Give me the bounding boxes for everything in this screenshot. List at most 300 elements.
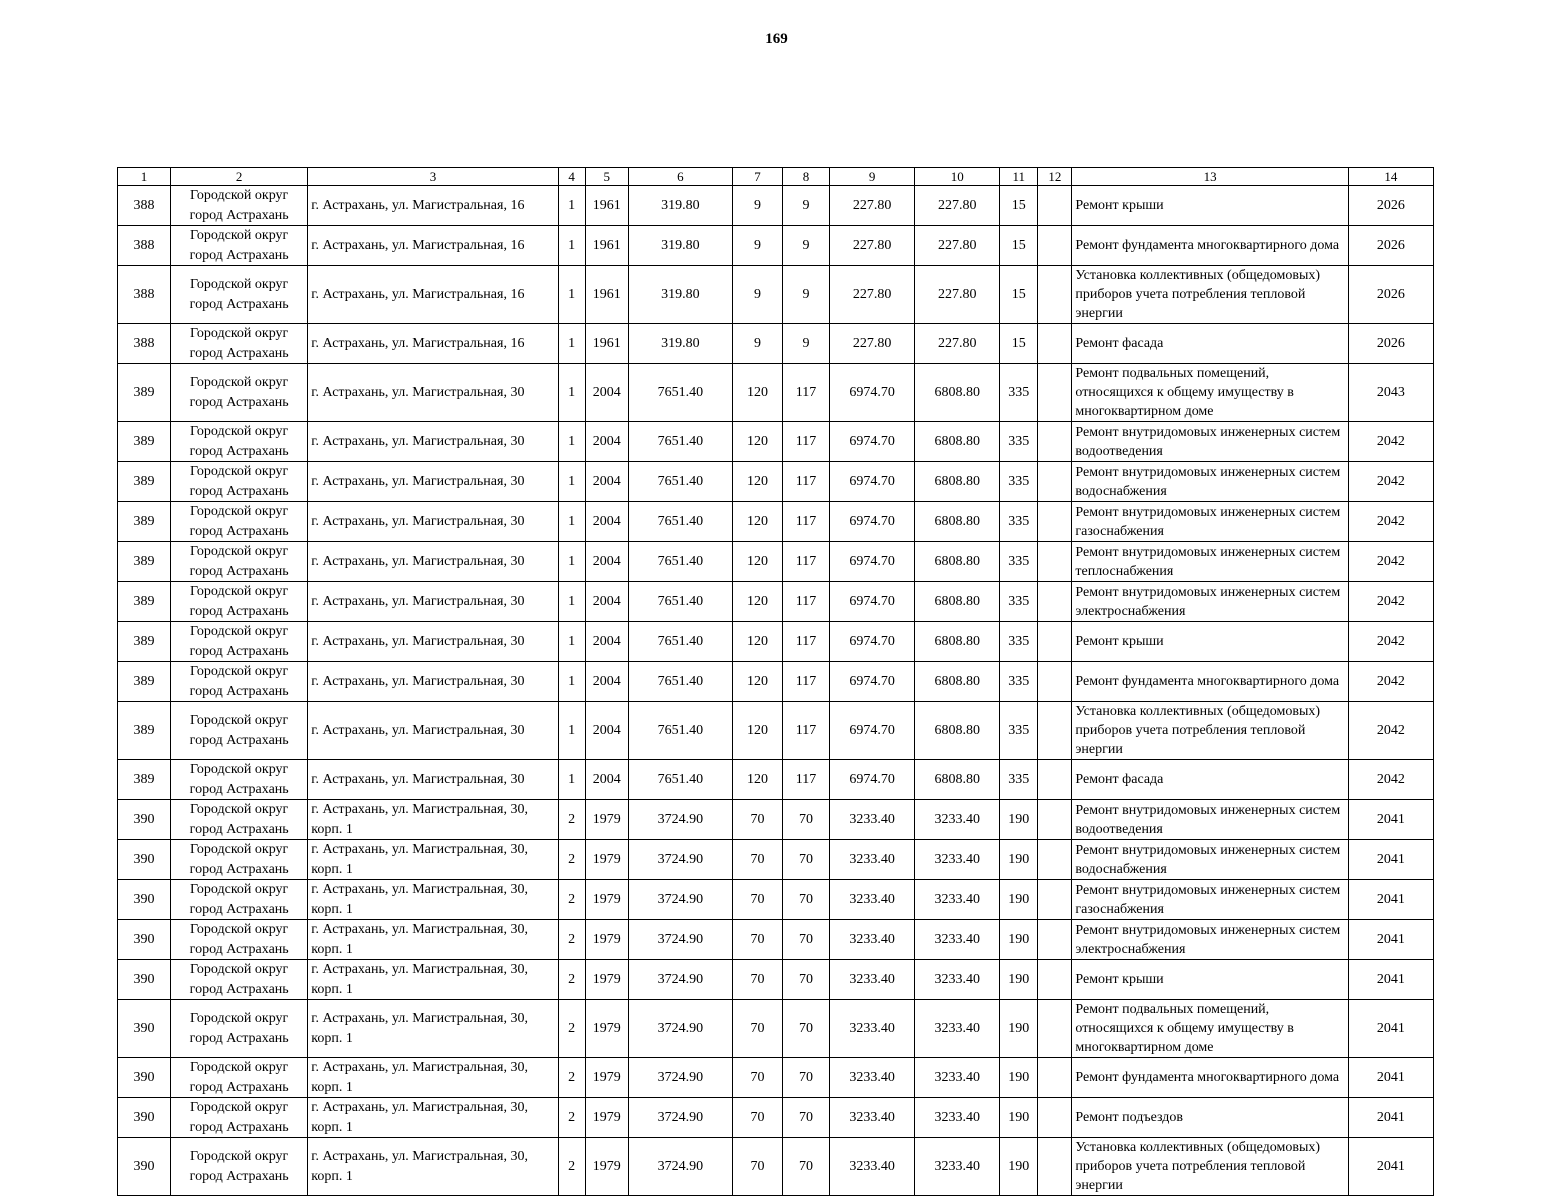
col8-cell: 70 (782, 920, 829, 960)
col4-cell: 1 (558, 226, 585, 266)
col10-cell: 3233.40 (915, 880, 1000, 920)
work-type-cell: Ремонт крыши (1072, 622, 1348, 662)
row-number-cell: 390 (118, 920, 171, 960)
col10-cell: 227.80 (915, 266, 1000, 324)
col12-cell (1038, 800, 1072, 840)
total-area-cell: 7651.40 (628, 502, 732, 542)
col4-cell: 1 (558, 502, 585, 542)
col8-cell: 9 (782, 266, 829, 324)
address-cell: г. Астрахань, ул. Магистральная, 30 (308, 662, 558, 702)
col8-cell: 117 (782, 542, 829, 582)
year-planned-cell: 2042 (1348, 582, 1433, 622)
column-header: 10 (915, 168, 1000, 186)
col11-cell: 335 (1000, 582, 1038, 622)
year-planned-cell: 2042 (1348, 422, 1433, 462)
col7-cell: 120 (732, 364, 782, 422)
year-planned-cell: 2041 (1348, 800, 1433, 840)
col7-cell: 120 (732, 582, 782, 622)
total-area-cell: 3724.90 (628, 880, 732, 920)
total-area-cell: 7651.40 (628, 542, 732, 582)
col11-cell: 335 (1000, 622, 1038, 662)
total-area-cell: 319.80 (628, 186, 732, 226)
address-cell: г. Астрахань, ул. Магистральная, 30 (308, 760, 558, 800)
col12-cell (1038, 840, 1072, 880)
col8-cell: 9 (782, 324, 829, 364)
year-planned-cell: 2042 (1348, 760, 1433, 800)
table-row (118, 800, 1434, 840)
address-cell: г. Астрахань, ул. Магистральная, 30, корп. 1 (308, 1098, 558, 1138)
col4-cell: 2 (558, 1000, 585, 1058)
col11-cell: 335 (1000, 502, 1038, 542)
work-type-cell: Ремонт внутридомовых инженерных систем водоотведения (1072, 800, 1348, 840)
col9-cell: 3233.40 (830, 880, 915, 920)
col11-cell: 190 (1000, 880, 1038, 920)
col11-cell: 335 (1000, 364, 1038, 422)
work-type-cell: Ремонт подъездов (1072, 1098, 1348, 1138)
column-header: 3 (308, 168, 558, 186)
col12-cell (1038, 702, 1072, 760)
col10-cell: 6808.80 (915, 582, 1000, 622)
col7-cell: 9 (732, 324, 782, 364)
work-type-cell: Ремонт внутридомовых инженерных систем газоснабжения (1072, 502, 1348, 542)
col10-cell: 3233.40 (915, 1098, 1000, 1138)
col7-cell: 120 (732, 760, 782, 800)
year-cell: 1961 (585, 186, 628, 226)
total-area-cell: 3724.90 (628, 1000, 732, 1058)
col7-cell: 120 (732, 462, 782, 502)
column-header: 4 (558, 168, 585, 186)
table-row (118, 1138, 1434, 1196)
table-row (118, 324, 1434, 364)
table-row (118, 226, 1434, 266)
col12-cell (1038, 226, 1072, 266)
col4-cell: 1 (558, 760, 585, 800)
col8-cell: 117 (782, 462, 829, 502)
address-cell: г. Астрахань, ул. Магистральная, 30 (308, 502, 558, 542)
col4-cell: 2 (558, 1058, 585, 1098)
year-planned-cell: 2042 (1348, 662, 1433, 702)
col8-cell: 70 (782, 1138, 829, 1196)
work-type-cell: Ремонт внутридомовых инженерных систем водоснабжения (1072, 462, 1348, 502)
year-cell: 1979 (585, 920, 628, 960)
col4-cell: 2 (558, 960, 585, 1000)
col12-cell (1038, 1058, 1072, 1098)
row-number-cell: 390 (118, 1138, 171, 1196)
municipality-cell: Городской округ город Астрахань (171, 880, 308, 920)
address-cell: г. Астрахань, ул. Магистральная, 30, корп. 1 (308, 800, 558, 840)
table-row (118, 1058, 1434, 1098)
address-cell: г. Астрахань, ул. Магистральная, 30 (308, 462, 558, 502)
col8-cell: 117 (782, 702, 829, 760)
col11-cell: 190 (1000, 800, 1038, 840)
total-area-cell: 319.80 (628, 324, 732, 364)
col11-cell: 190 (1000, 840, 1038, 880)
col7-cell: 70 (732, 1098, 782, 1138)
year-planned-cell: 2041 (1348, 960, 1433, 1000)
total-area-cell: 3724.90 (628, 1098, 732, 1138)
col10-cell: 6808.80 (915, 662, 1000, 702)
col12-cell (1038, 462, 1072, 502)
col9-cell: 227.80 (830, 226, 915, 266)
row-number-cell: 389 (118, 622, 171, 662)
municipality-cell: Городской округ город Астрахань (171, 364, 308, 422)
column-header: 5 (585, 168, 628, 186)
col12-cell (1038, 502, 1072, 542)
table-row (118, 662, 1434, 702)
year-cell: 1961 (585, 226, 628, 266)
work-type-cell: Ремонт внутридомовых инженерных систем водоотведения (1072, 422, 1348, 462)
total-area-cell: 7651.40 (628, 582, 732, 622)
col10-cell: 6808.80 (915, 542, 1000, 582)
table-row (118, 760, 1434, 800)
col10-cell: 6808.80 (915, 760, 1000, 800)
col8-cell: 117 (782, 662, 829, 702)
col11-cell: 15 (1000, 266, 1038, 324)
table-row (118, 186, 1434, 226)
row-number-cell: 390 (118, 800, 171, 840)
col12-cell (1038, 542, 1072, 582)
column-header: 7 (732, 168, 782, 186)
col10-cell: 227.80 (915, 226, 1000, 266)
table-row (118, 1098, 1434, 1138)
address-cell: г. Астрахань, ул. Магистральная, 30 (308, 542, 558, 582)
year-cell: 2004 (585, 622, 628, 662)
col8-cell: 70 (782, 1098, 829, 1138)
address-cell: г. Астрахань, ул. Магистральная, 30, корп. 1 (308, 840, 558, 880)
column-header: 8 (782, 168, 829, 186)
col9-cell: 3233.40 (830, 1098, 915, 1138)
table-row (118, 364, 1434, 422)
col4-cell: 1 (558, 662, 585, 702)
year-planned-cell: 2041 (1348, 1058, 1433, 1098)
year-cell: 2004 (585, 662, 628, 702)
address-cell: г. Астрахань, ул. Магистральная, 16 (308, 324, 558, 364)
col4-cell: 1 (558, 186, 585, 226)
total-area-cell: 3724.90 (628, 960, 732, 1000)
year-cell: 1961 (585, 324, 628, 364)
year-planned-cell: 2026 (1348, 266, 1433, 324)
municipality-cell: Городской округ город Астрахань (171, 920, 308, 960)
municipality-cell: Городской округ город Астрахань (171, 702, 308, 760)
year-planned-cell: 2026 (1348, 226, 1433, 266)
year-planned-cell: 2041 (1348, 880, 1433, 920)
address-cell: г. Астрахань, ул. Магистральная, 30, корп. 1 (308, 1058, 558, 1098)
row-number-cell: 389 (118, 542, 171, 582)
col7-cell: 70 (732, 800, 782, 840)
year-cell: 2004 (585, 422, 628, 462)
row-number-cell: 389 (118, 364, 171, 422)
col12-cell (1038, 324, 1072, 364)
total-area-cell: 3724.90 (628, 920, 732, 960)
municipality-cell: Городской округ город Астрахань (171, 1000, 308, 1058)
table-row (118, 542, 1434, 582)
col4-cell: 1 (558, 622, 585, 662)
col4-cell: 1 (558, 364, 585, 422)
year-planned-cell: 2041 (1348, 840, 1433, 880)
municipality-cell: Городской округ город Астрахань (171, 542, 308, 582)
year-cell: 2004 (585, 760, 628, 800)
col8-cell: 117 (782, 760, 829, 800)
col10-cell: 6808.80 (915, 502, 1000, 542)
municipality-cell: Городской округ город Астрахань (171, 662, 308, 702)
total-area-cell: 7651.40 (628, 364, 732, 422)
col8-cell: 117 (782, 502, 829, 542)
total-area-cell: 7651.40 (628, 760, 732, 800)
col4-cell: 2 (558, 920, 585, 960)
year-planned-cell: 2042 (1348, 502, 1433, 542)
row-number-cell: 390 (118, 1000, 171, 1058)
col7-cell: 120 (732, 542, 782, 582)
municipality-cell: Городской округ город Астрахань (171, 1058, 308, 1098)
col11-cell: 335 (1000, 702, 1038, 760)
year-planned-cell: 2043 (1348, 364, 1433, 422)
work-type-cell: Ремонт подвальных помещений, относящихся к общему имуществу в многоквартирном доме (1072, 1000, 1348, 1058)
row-number-cell: 388 (118, 324, 171, 364)
col9-cell: 227.80 (830, 324, 915, 364)
year-cell: 1979 (585, 880, 628, 920)
year-planned-cell: 2041 (1348, 1000, 1433, 1058)
work-type-cell: Установка коллективных (общедомовых) приборов учета потребления тепловой энергии (1072, 266, 1348, 324)
work-type-cell: Ремонт крыши (1072, 186, 1348, 226)
year-planned-cell: 2026 (1348, 186, 1433, 226)
col10-cell: 6808.80 (915, 622, 1000, 662)
col11-cell: 15 (1000, 324, 1038, 364)
col4-cell: 1 (558, 582, 585, 622)
municipality-cell: Городской округ город Астрахань (171, 960, 308, 1000)
col10-cell: 3233.40 (915, 840, 1000, 880)
col4-cell: 2 (558, 800, 585, 840)
year-planned-cell: 2042 (1348, 702, 1433, 760)
col9-cell: 6974.70 (830, 422, 915, 462)
year-cell: 2004 (585, 702, 628, 760)
table-row (118, 266, 1434, 324)
row-number-cell: 390 (118, 1098, 171, 1138)
total-area-cell: 7651.40 (628, 662, 732, 702)
table-row (118, 582, 1434, 622)
col4-cell: 1 (558, 702, 585, 760)
address-cell: г. Астрахань, ул. Магистральная, 30, корп. 1 (308, 1138, 558, 1196)
col10-cell: 6808.80 (915, 364, 1000, 422)
municipality-cell: Городской округ город Астрахань (171, 1138, 308, 1196)
col8-cell: 70 (782, 880, 829, 920)
total-area-cell: 3724.90 (628, 1138, 732, 1196)
column-header: 2 (171, 168, 308, 186)
municipality-cell: Городской округ город Астрахань (171, 800, 308, 840)
col8-cell: 70 (782, 840, 829, 880)
municipality-cell: Городской округ город Астрахань (171, 582, 308, 622)
address-cell: г. Астрахань, ул. Магистральная, 30, корп. 1 (308, 920, 558, 960)
col4-cell: 1 (558, 462, 585, 502)
year-cell: 1961 (585, 266, 628, 324)
work-type-cell: Ремонт фундамента многоквартирного дома (1072, 1058, 1348, 1098)
col12-cell (1038, 622, 1072, 662)
address-cell: г. Астрахань, ул. Магистральная, 30 (308, 364, 558, 422)
column-header: 6 (628, 168, 732, 186)
municipality-cell: Городской округ город Астрахань (171, 186, 308, 226)
col7-cell: 70 (732, 1058, 782, 1098)
work-type-cell: Ремонт подвальных помещений, относящихся к общему имуществу в многоквартирном доме (1072, 364, 1348, 422)
col12-cell (1038, 960, 1072, 1000)
col8-cell: 9 (782, 226, 829, 266)
col4-cell: 1 (558, 542, 585, 582)
year-planned-cell: 2041 (1348, 1138, 1433, 1196)
page-number: 169 (765, 31, 788, 47)
work-type-cell: Ремонт фасада (1072, 760, 1348, 800)
capital-repair-table (117, 167, 1434, 1196)
header-row (118, 168, 1434, 186)
col11-cell: 335 (1000, 662, 1038, 702)
year-cell: 1979 (585, 1000, 628, 1058)
table-row (118, 880, 1434, 920)
col12-cell (1038, 266, 1072, 324)
col9-cell: 3233.40 (830, 1058, 915, 1098)
row-number-cell: 389 (118, 582, 171, 622)
col11-cell: 190 (1000, 1138, 1038, 1196)
municipality-cell: Городской округ город Астрахань (171, 422, 308, 462)
municipality-cell: Городской округ город Астрахань (171, 324, 308, 364)
year-cell: 2004 (585, 542, 628, 582)
column-header: 1 (118, 168, 171, 186)
year-cell: 1979 (585, 960, 628, 1000)
column-header: 12 (1038, 168, 1072, 186)
col8-cell: 70 (782, 960, 829, 1000)
work-type-cell: Ремонт внутридомовых инженерных систем электроснабжения (1072, 582, 1348, 622)
col11-cell: 15 (1000, 186, 1038, 226)
table-row (118, 960, 1434, 1000)
address-cell: г. Астрахань, ул. Магистральная, 30, корп. 1 (308, 960, 558, 1000)
col4-cell: 1 (558, 422, 585, 462)
col9-cell: 6974.70 (830, 542, 915, 582)
table-row (118, 422, 1434, 462)
total-area-cell: 3724.90 (628, 840, 732, 880)
address-cell: г. Астрахань, ул. Магистральная, 30 (308, 582, 558, 622)
col9-cell: 227.80 (830, 186, 915, 226)
col8-cell: 117 (782, 422, 829, 462)
col9-cell: 6974.70 (830, 462, 915, 502)
year-planned-cell: 2041 (1348, 920, 1433, 960)
col9-cell: 6974.70 (830, 702, 915, 760)
address-cell: г. Астрахань, ул. Магистральная, 30, корп. 1 (308, 880, 558, 920)
work-type-cell: Установка коллективных (общедомовых) приборов учета потребления тепловой энергии (1072, 1138, 1348, 1196)
col9-cell: 3233.40 (830, 1138, 915, 1196)
year-cell: 2004 (585, 462, 628, 502)
col7-cell: 9 (732, 226, 782, 266)
work-type-cell: Ремонт фундамента многоквартирного дома (1072, 226, 1348, 266)
year-planned-cell: 2026 (1348, 324, 1433, 364)
municipality-cell: Городской округ город Астрахань (171, 266, 308, 324)
total-area-cell: 319.80 (628, 266, 732, 324)
address-cell: г. Астрахань, ул. Магистральная, 16 (308, 266, 558, 324)
total-area-cell: 319.80 (628, 226, 732, 266)
address-cell: г. Астрахань, ул. Магистральная, 30 (308, 622, 558, 662)
row-number-cell: 389 (118, 502, 171, 542)
municipality-cell: Городской округ город Астрахань (171, 622, 308, 662)
col10-cell: 227.80 (915, 186, 1000, 226)
col7-cell: 120 (732, 662, 782, 702)
row-number-cell: 388 (118, 226, 171, 266)
col11-cell: 190 (1000, 1098, 1038, 1138)
work-type-cell: Ремонт внутридомовых инженерных систем водоснабжения (1072, 840, 1348, 880)
col7-cell: 9 (732, 266, 782, 324)
year-planned-cell: 2042 (1348, 622, 1433, 662)
total-area-cell: 7651.40 (628, 462, 732, 502)
col8-cell: 117 (782, 622, 829, 662)
col9-cell: 227.80 (830, 266, 915, 324)
address-cell: г. Астрахань, ул. Магистральная, 16 (308, 186, 558, 226)
work-type-cell: Ремонт внутридомовых инженерных систем электроснабжения (1072, 920, 1348, 960)
col11-cell: 15 (1000, 226, 1038, 266)
table-row (118, 840, 1434, 880)
col7-cell: 70 (732, 880, 782, 920)
col12-cell (1038, 760, 1072, 800)
col9-cell: 6974.70 (830, 760, 915, 800)
row-number-cell: 389 (118, 462, 171, 502)
col10-cell: 3233.40 (915, 960, 1000, 1000)
col10-cell: 227.80 (915, 324, 1000, 364)
col8-cell: 70 (782, 1000, 829, 1058)
col9-cell: 6974.70 (830, 502, 915, 542)
col8-cell: 117 (782, 582, 829, 622)
col12-cell (1038, 364, 1072, 422)
col12-cell (1038, 662, 1072, 702)
work-type-cell: Ремонт фундамента многоквартирного дома (1072, 662, 1348, 702)
col10-cell: 3233.40 (915, 1138, 1000, 1196)
col7-cell: 120 (732, 622, 782, 662)
year-cell: 2004 (585, 364, 628, 422)
col9-cell: 6974.70 (830, 662, 915, 702)
address-cell: г. Астрахань, ул. Магистральная, 30 (308, 422, 558, 462)
col7-cell: 70 (732, 920, 782, 960)
col7-cell: 120 (732, 702, 782, 760)
total-area-cell: 7651.40 (628, 422, 732, 462)
col8-cell: 9 (782, 186, 829, 226)
row-number-cell: 389 (118, 760, 171, 800)
col10-cell: 6808.80 (915, 702, 1000, 760)
col4-cell: 1 (558, 324, 585, 364)
col9-cell: 6974.70 (830, 582, 915, 622)
work-type-cell: Установка коллективных (общедомовых) приборов учета потребления тепловой энергии (1072, 702, 1348, 760)
municipality-cell: Городской округ город Астрахань (171, 760, 308, 800)
row-number-cell: 389 (118, 702, 171, 760)
row-number-cell: 390 (118, 840, 171, 880)
col7-cell: 120 (732, 422, 782, 462)
col7-cell: 70 (732, 1000, 782, 1058)
col9-cell: 3233.40 (830, 960, 915, 1000)
year-cell: 1979 (585, 1098, 628, 1138)
col9-cell: 3233.40 (830, 920, 915, 960)
col11-cell: 190 (1000, 1000, 1038, 1058)
address-cell: г. Астрахань, ул. Магистральная, 30, корп. 1 (308, 1000, 558, 1058)
year-cell: 1979 (585, 1138, 628, 1196)
table-row (118, 502, 1434, 542)
col11-cell: 190 (1000, 920, 1038, 960)
table-row (118, 462, 1434, 502)
row-number-cell: 389 (118, 422, 171, 462)
work-type-cell: Ремонт фасада (1072, 324, 1348, 364)
col7-cell: 70 (732, 840, 782, 880)
col12-cell (1038, 880, 1072, 920)
row-number-cell: 388 (118, 266, 171, 324)
total-area-cell: 7651.40 (628, 622, 732, 662)
year-planned-cell: 2042 (1348, 462, 1433, 502)
col8-cell: 70 (782, 1058, 829, 1098)
col11-cell: 190 (1000, 960, 1038, 1000)
total-area-cell: 3724.90 (628, 800, 732, 840)
col4-cell: 2 (558, 840, 585, 880)
col7-cell: 70 (732, 960, 782, 1000)
col7-cell: 120 (732, 502, 782, 542)
year-cell: 2004 (585, 582, 628, 622)
